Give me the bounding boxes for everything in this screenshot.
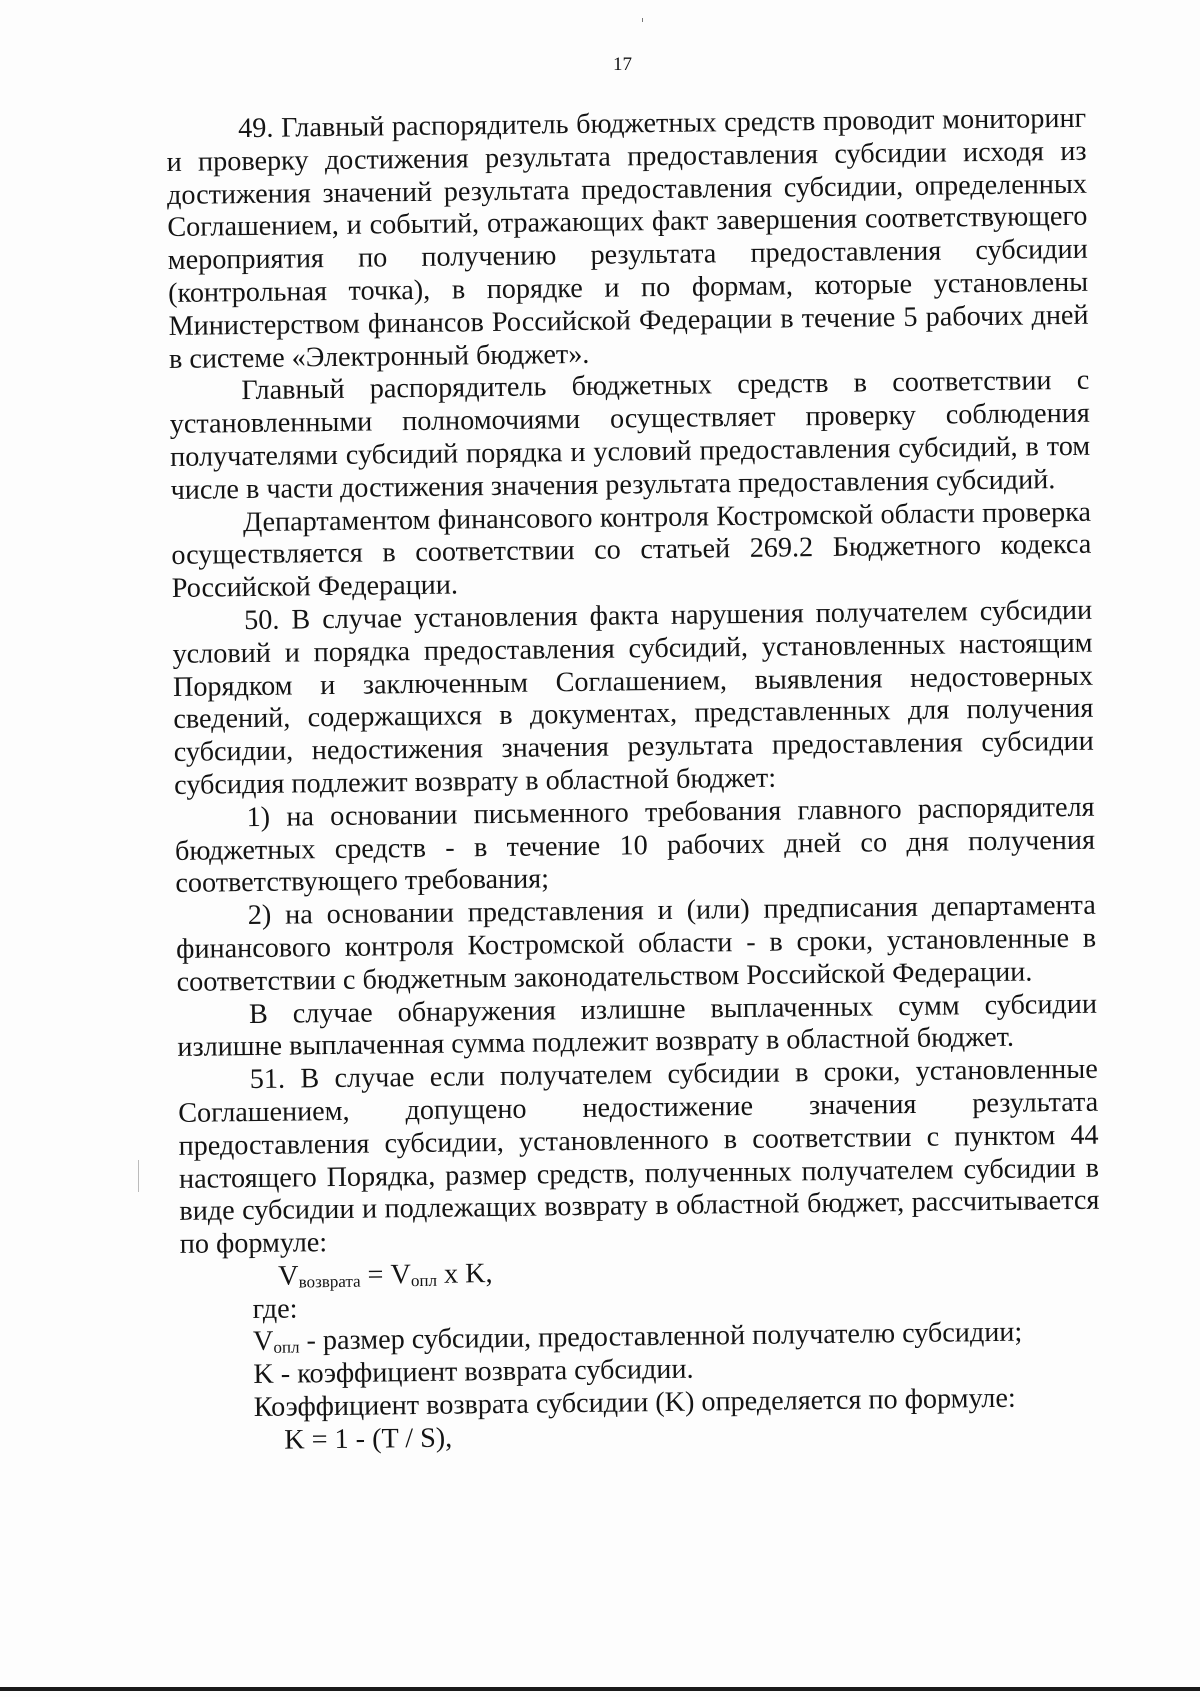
paragraph-50-item-2: 2) на основании представления и (или) предписания департамента финансового контроля Костромской области - в сроки, установленные в соответствии с бюджетным законодательством Российской Федерации.	[176, 889, 1097, 998]
paragraph-50: 50. В случае установления факта нарушения получателем субсидии условий и порядка предоставления субсидий, установленных настоящим Порядком и заключенным Соглашением, выявления недостоверных сведений, содержащихся в документах, представленных для получения субсидии, недостижения значения результата предоставления субсидии субсидия подлежит возврату в областной бюджет:	[172, 594, 1094, 801]
page-number: 17	[613, 54, 632, 75]
k-formula-intro: Коэффициент возврата субсидии (K) определяется по формуле:	[253, 1382, 1016, 1424]
paragraph-49: 49. Главный распорядитель бюджетных средств проводит мониторинг и проверку достижения результата предоставления субсидии исходя из достижения значений результата предоставления субсидии, определенных Соглашением, и событий, отражающих факт завершения соответствующего мероприятия по получению результата предоставления субсидии (контрольная точка), в порядке и по формам, которые установлены Министерством финансов Российской Федерации в течение 5 рабочих дней в системе «Электронный бюджет».	[166, 102, 1089, 375]
scan-mark	[642, 18, 643, 22]
where-label: где:	[252, 1293, 298, 1325]
formula-1-rest: x K,	[436, 1257, 493, 1290]
definition-v-text: - размер субсидии, предоставленной получателю субсидии;	[299, 1317, 1023, 1357]
scan-speck	[138, 1160, 139, 1192]
page-bottom-border	[0, 1687, 1200, 1691]
formula-1-equals: = V	[360, 1258, 412, 1291]
paragraph-49-verification: Главный распорядитель бюджетных средств в соответствии с установленными полномочиями осуществляет проверку соблюдения получателями субсидий порядка и условий предоставления субсидий, в том числе в части достижения значения результата предоставления субсидий.	[169, 365, 1091, 506]
definition-k: K - коэффициент возврата субсидии.	[253, 1353, 694, 1391]
formula-1-lhs: V	[278, 1260, 299, 1292]
return-coefficient-formula: K = 1 - (T / S),	[284, 1422, 453, 1456]
paragraph-51: 51. В случае если получателем субсидии в сроки, установленные Соглашением, допущено недостижение значения результата предоставления субсидии, установленного в соответствии с пунктом 44 настоящего Порядка, размер средств, полученных получателем субсидии в виде субсидии и подлежащих возврату в областной бюджет, рассчитывается по формуле:	[178, 1053, 1100, 1261]
paragraph-49-financial-control: Департаментом финансового контроля Костромской области проверка осуществляется в соответствии со статьей 269.2 Бюджетного кодекса Российской Федерации.	[171, 496, 1092, 605]
formula-1-lhs-subscript: возврата	[298, 1271, 361, 1292]
document-body	[166, 103, 1102, 1459]
definition-v-subscript: опл	[273, 1337, 300, 1358]
formula-1-rhs-subscript: опл	[410, 1270, 438, 1290]
paragraph-50-overpayment: В случае обнаружения излишне выплаченных сумм субсидии излишне выплаченная сумма подлежит возврату в областной бюджет.	[177, 988, 1098, 1064]
paragraph-50-item-1: 1) на основании письменного требования главного распорядителя бюджетных средств - в течение 10 рабочих дней со дня получения соответствующего требования;	[174, 791, 1096, 900]
definition-v-symbol: V	[252, 1326, 274, 1358]
